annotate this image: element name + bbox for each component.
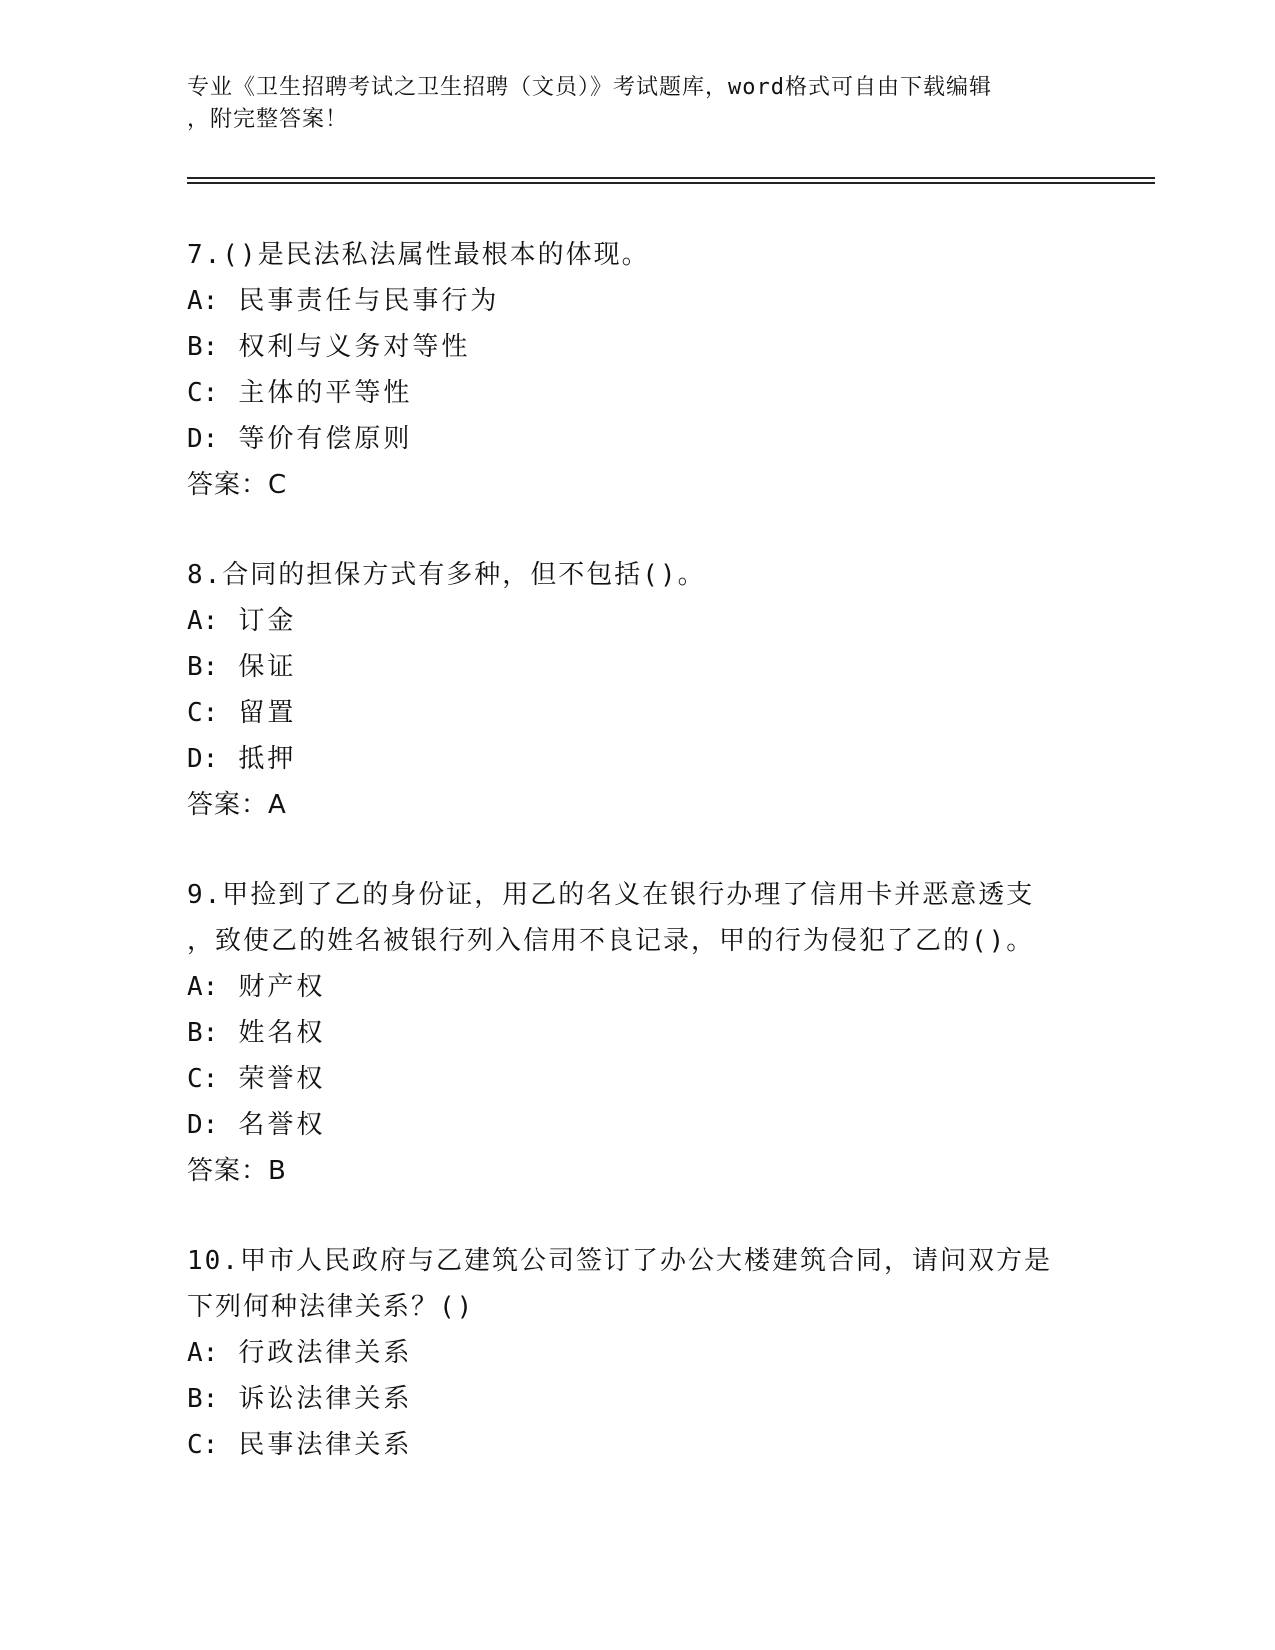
option-b <box>187 1376 1087 1422</box>
option-a <box>187 1330 1087 1376</box>
header-line-1: 专业《卫生招聘考试之卫生招聘（文员）》考试题库，word格式可自由下载编辑 <box>187 75 992 100</box>
question-stem-line: 7.()是民法私法属性最根本的体现。 <box>187 240 650 270</box>
option-text: 姓名权 <box>238 1018 326 1048</box>
option-a <box>187 964 1087 1010</box>
option-key: B: <box>187 1384 219 1414</box>
option-a <box>187 598 1087 644</box>
option-key: B: <box>187 652 219 682</box>
option-d <box>187 1102 1087 1148</box>
option-c <box>187 690 1087 736</box>
option-text: 诉讼法律关系 <box>238 1384 413 1414</box>
question-stem <box>187 232 1087 278</box>
answer-line: 答案：A <box>187 790 287 820</box>
option-text: 订金 <box>238 606 297 636</box>
question-stem-line: 10.甲市人民政府与乙建筑公司签订了办公大楼建筑合同，请问双方是 <box>187 1246 1052 1276</box>
option-a <box>187 278 1087 324</box>
option-key: C: <box>187 1430 219 1460</box>
option-key: B: <box>187 332 219 362</box>
option-key: B: <box>187 1018 219 1048</box>
option-text: 留置 <box>238 698 297 728</box>
option-c <box>187 370 1087 416</box>
option-key: A: <box>187 1338 219 1368</box>
option-key: C: <box>187 378 219 408</box>
option-key: A: <box>187 286 219 316</box>
option-d <box>187 416 1087 462</box>
question-stem <box>187 872 1087 964</box>
option-text: 名誉权 <box>238 1110 326 1140</box>
option-key: D: <box>187 1110 219 1140</box>
option-text: 民事法律关系 <box>238 1430 413 1460</box>
question-stem-line: ，致使乙的姓名被银行列入信用不良记录，甲的行为侵犯了乙的()。 <box>187 926 1035 956</box>
question-stem-line: 下列何种法律关系？() <box>187 1292 475 1322</box>
answer-line: 答案：C <box>187 470 288 500</box>
question-9 <box>187 872 1087 1194</box>
option-d <box>187 736 1087 782</box>
option-c <box>187 1422 1087 1468</box>
question-stem <box>187 552 1087 598</box>
question-stem-line: 9.甲捡到了乙的身份证，用乙的名义在银行办理了信用卡并恶意透支 <box>187 880 1035 910</box>
option-text: 等价有偿原则 <box>238 424 413 454</box>
question-7 <box>187 232 1087 508</box>
header-divider-top <box>187 177 1155 179</box>
option-b <box>187 1010 1087 1056</box>
option-text: 保证 <box>238 652 297 682</box>
option-b <box>187 324 1087 370</box>
question-stem-line: 8.合同的担保方式有多种，但不包括()。 <box>187 560 706 590</box>
option-text: 权利与义务对等性 <box>238 332 471 362</box>
option-text: 行政法律关系 <box>238 1338 413 1368</box>
option-key: A: <box>187 972 219 1002</box>
question-10 <box>187 1238 1087 1468</box>
option-key: D: <box>187 424 219 454</box>
document-header <box>187 72 1067 136</box>
question-stem <box>187 1238 1087 1330</box>
option-key: D: <box>187 744 219 774</box>
header-line-2: ，附完整答案！ <box>187 107 349 132</box>
header-divider-bottom <box>187 182 1155 184</box>
option-text: 荣誉权 <box>238 1064 326 1094</box>
option-text: 民事责任与民事行为 <box>238 286 500 316</box>
question-8 <box>187 552 1087 828</box>
answer-line: 答案：B <box>187 1156 287 1186</box>
option-text: 主体的平等性 <box>238 378 413 408</box>
option-key: C: <box>187 698 219 728</box>
option-c <box>187 1056 1087 1102</box>
option-text: 抵押 <box>238 744 297 774</box>
option-key: A: <box>187 606 219 636</box>
option-text: 财产权 <box>238 972 326 1002</box>
option-b <box>187 644 1087 690</box>
option-key: C: <box>187 1064 219 1094</box>
